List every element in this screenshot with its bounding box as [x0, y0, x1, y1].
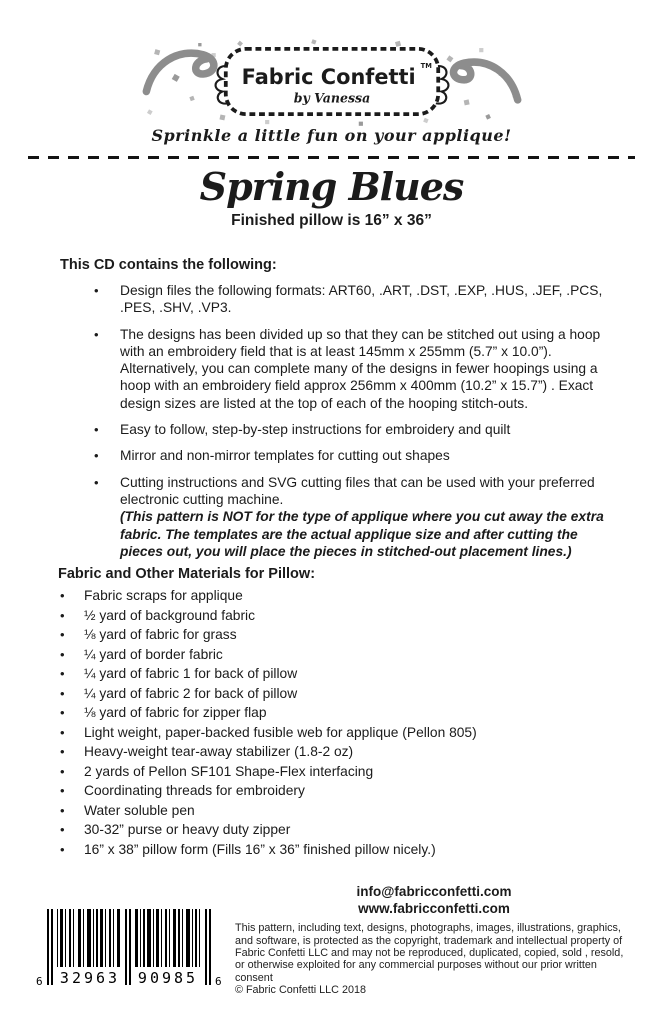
materials-list	[58, 586, 611, 859]
copyright-year-line: © Fabric Confetti LLC 2018	[235, 984, 366, 997]
list-item: • Heavy-weight tear-away stabilizer (1.8-2 oz)	[58, 742, 611, 762]
trademark-symbol: TM	[420, 62, 432, 71]
page-footer	[0, 883, 663, 1000]
brand-name: Fabric Confetti	[241, 65, 416, 90]
pattern-title: Spring Blues	[199, 164, 464, 209]
list-item: • ⅛ yard of fabric for grass	[58, 625, 611, 645]
list-item: • ½ yard of background fabric	[58, 606, 611, 626]
list-item: • 16” x 38” pillow form (Fills 16” x 36” finished pillow nicely.)	[58, 840, 611, 860]
list-item: • 30-32” purse or heavy duty zipper	[58, 820, 611, 840]
logo-tagline: Sprinkle a little fun on your applique!	[151, 126, 512, 145]
list-item: • The designs has been divided up so that they can be stitched out using a hoop with an embroidery field that is at least 145mm x 255mm (5.7” x 10.0”). Alternatively, you can complete many of the designs in fewer hoopings using a hoop with an embroidery field approx 256mm x 400mm (10.2” x 15.7”) . Exact design sizes are listed at the top of each of the hooping stitch-outs.	[92, 326, 611, 412]
cd-section-note: (This pattern is NOT for the type of applique where you cut away the extra fabric. The templates are the actual applique size and after cutting the pieces out, you will place the pieces in stitched-out placement lines.)	[120, 509, 604, 559]
dashed-divider	[28, 156, 635, 159]
footer-right-column	[235, 883, 633, 1000]
logo-lockup	[136, 38, 528, 145]
logo-byline: by Vanessa	[293, 90, 370, 106]
page-content	[0, 256, 663, 859]
list-item: • Mirror and non-mirror templates for cutting out shapes	[92, 447, 611, 464]
list-item: • ¼ yard of fabric 2 for back of pillow	[58, 684, 611, 704]
barcode-left-digit: 6	[36, 975, 43, 989]
barcode-icon	[33, 907, 225, 995]
list-item: • Coordinating threads for embroidery	[58, 781, 611, 801]
list-item: • Cutting instructions and SVG cutting files that can be used with your preferred electronic cutting machine.	[92, 474, 611, 509]
list-item: • Water soluble pen	[58, 801, 611, 821]
copyright-paragraph: This pattern, including text, designs, photographs, images, illustrations, graphics, and software, is protected as the copyright, trademark and intellectual property of Fabric Confetti LLC and may not be reproduced, duplicated, copied, sold , resold, or otherwise exploited for any commercial purposes without our prior written consent	[235, 922, 624, 984]
list-item: • Easy to follow, step-by-step instructions for embroidery and quilt	[92, 421, 611, 438]
list-item: • ⅛ yard of fabric for zipper flap	[58, 703, 611, 723]
pattern-subtitle: Finished pillow is 16” x 36”	[231, 212, 432, 229]
upc-barcode	[33, 907, 225, 1000]
list-item: • ¼ yard of border fabric	[58, 645, 611, 665]
list-item: • ¼ yard of fabric 1 for back of pillow	[58, 664, 611, 684]
list-item: • Design files the following formats: ART60, .ART, .DST, .EXP, .HUS, .JEF, .PCS, .PES, .SHV, .VP3.	[92, 282, 611, 317]
cd-contents-list	[92, 282, 611, 508]
list-item: • Light weight, paper-backed fusible web for applique (Pellon 805)	[58, 723, 611, 743]
materials-section-heading: Fabric and Other Materials for Pillow:	[58, 566, 316, 583]
list-item: • 2 yards of Pellon SF101 Shape-Flex interfacing	[58, 762, 611, 782]
contact-email: info@fabricconfetti.com	[356, 884, 512, 900]
fabric-confetti-logo-icon	[136, 38, 528, 130]
list-item: • Fabric scraps for applique	[58, 586, 611, 606]
contact-website: www.fabricconfetti.com	[358, 901, 510, 917]
barcode-group-1: 32963	[59, 969, 121, 988]
barcode-group-2: 90985	[137, 969, 199, 988]
barcode-right-digit: 6	[215, 975, 222, 989]
cd-section-heading: This CD contains the following:	[60, 257, 277, 273]
